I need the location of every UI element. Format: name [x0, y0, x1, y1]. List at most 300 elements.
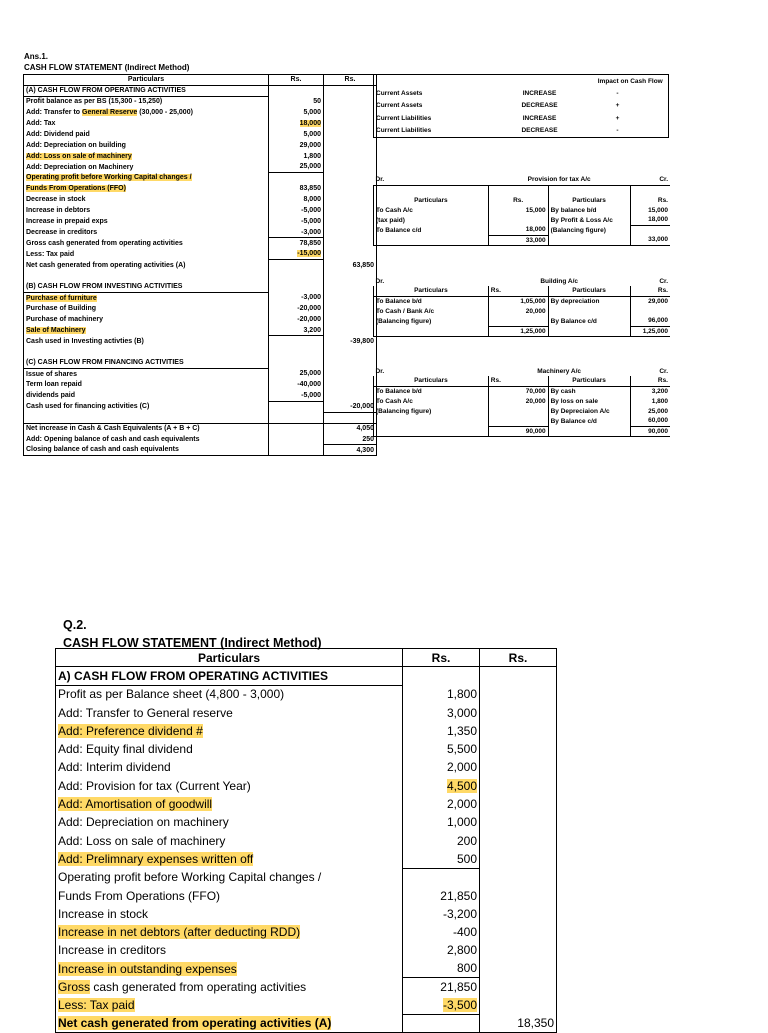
- highlighted-text: Add: Loss on sale of machinery: [26, 152, 132, 160]
- table-cell: -3,000: [269, 227, 324, 238]
- table-row: [24, 194, 377, 205]
- table-cell: Decrease in creditors: [26, 228, 98, 236]
- table-cell: [24, 271, 269, 282]
- table-cell: Particulars: [548, 376, 630, 386]
- table-cell: 1,25,000: [488, 326, 548, 336]
- table-cell: 3,200: [269, 325, 324, 336]
- q2-heading: [63, 616, 322, 652]
- table-cell: [374, 326, 489, 336]
- highlighted-text: Add: Preference dividend #: [58, 723, 203, 738]
- table-cell: [324, 358, 377, 369]
- ledger-total-row: [374, 426, 671, 436]
- table-row: [24, 96, 377, 107]
- table-cell: Purchase of Building: [26, 305, 97, 313]
- table-cell: [269, 260, 324, 271]
- table-cell: 15,000: [488, 205, 548, 215]
- highlighted-text: Increase in net debtors (after deducting RDD): [58, 925, 301, 940]
- table-row: [56, 868, 557, 886]
- table-cell: (Balancing figure): [374, 316, 489, 326]
- q1-heading: [24, 51, 189, 73]
- highlighted-text: Less: Tax paid: [58, 998, 135, 1013]
- table-row: [24, 118, 377, 129]
- table-cell: [324, 412, 377, 423]
- table-row: [24, 292, 377, 303]
- table-row: [24, 423, 377, 434]
- table-cell: (C) CASH FLOW FROM FINANCING ACTIVITIES: [24, 358, 269, 369]
- table-cell: [480, 685, 557, 703]
- ledger-total-row: [374, 326, 671, 336]
- table-cell: [56, 923, 403, 941]
- table-row: [24, 183, 377, 194]
- table-cell: [480, 777, 557, 795]
- table-cell: 1,25,000: [630, 326, 670, 336]
- table-cell: [480, 722, 557, 740]
- table-cell: 2,000: [403, 758, 480, 776]
- table-cell: 250: [324, 434, 377, 445]
- table-cell: 18,000: [630, 215, 670, 225]
- table-cell: 90,000: [630, 426, 670, 436]
- table-cell: (Balancing figure): [550, 226, 606, 234]
- table-row: [24, 107, 377, 118]
- table-cell: To Cash / Bank A/c: [374, 306, 489, 316]
- table-cell: -3,000: [269, 292, 324, 303]
- ledger-col-header: [374, 376, 671, 386]
- ledger-row: [374, 306, 671, 316]
- table-cell: [24, 183, 269, 194]
- table-cell: [324, 118, 377, 129]
- table-cell: [269, 434, 324, 445]
- machinery-ledger: [373, 366, 670, 437]
- table-row: [56, 996, 557, 1014]
- table-cell: [269, 85, 324, 96]
- table-cell: [548, 426, 630, 436]
- table-cell: [488, 185, 548, 195]
- header-rs-2: Rs.: [480, 649, 557, 667]
- highlighted-text: Gross: [58, 979, 91, 994]
- table-cell: Cr.: [659, 367, 668, 375]
- table-cell: -39,800: [324, 336, 377, 347]
- table-cell: [24, 325, 269, 336]
- table-row: [56, 703, 557, 721]
- table-row: [56, 960, 557, 978]
- table-cell: 20,000: [488, 306, 548, 316]
- table-cell: 25,000: [269, 162, 324, 173]
- header-rs-1: Rs.: [403, 649, 480, 667]
- ledger-row: [374, 406, 671, 416]
- table-cell: Add: Provision for tax (Current Year): [58, 778, 251, 793]
- table-cell: [643, 125, 669, 138]
- table-cell: -5,000: [269, 205, 324, 216]
- table-cell: 90,000: [488, 426, 548, 436]
- table-cell: [488, 316, 548, 326]
- highlighted-text: Sale of Machinery: [26, 326, 86, 334]
- table-cell: [480, 923, 557, 941]
- table-cell: 33,000: [488, 235, 548, 245]
- table-cell: [269, 336, 324, 347]
- q2-label: Q.2.: [63, 618, 87, 632]
- header-rs-1: Rs.: [269, 75, 324, 86]
- table-cell: [269, 249, 324, 260]
- table-cell: [630, 225, 670, 235]
- q1-cash-flow-table: [23, 74, 377, 456]
- table-row: [374, 100, 669, 113]
- table-cell: To Cash A/c: [374, 205, 489, 215]
- table-cell: Term loan repaid: [26, 381, 82, 389]
- table-row: [56, 905, 557, 923]
- table-cell: Gross cash generated from operating activities: [26, 239, 183, 247]
- table-cell: [24, 107, 269, 118]
- table-cell: [56, 722, 403, 740]
- table-row: [24, 151, 377, 162]
- table-header-row: [24, 75, 377, 86]
- table-cell: By Depreciaion A/c: [550, 407, 610, 415]
- table-cell: 18,350: [480, 1014, 557, 1032]
- table-cell: (A) CASH FLOW FROM OPERATING ACTIVITIES: [24, 85, 269, 96]
- ledger-row: [374, 416, 671, 426]
- table-cell: Dr.: [375, 277, 385, 285]
- table-cell: [269, 423, 324, 434]
- table-cell: [324, 238, 377, 249]
- table-cell: [24, 292, 269, 303]
- table-cell: [56, 996, 403, 1014]
- ledger-row: [374, 316, 671, 326]
- table-cell: Dr.: [374, 175, 489, 185]
- table-cell: [403, 868, 480, 886]
- table-cell: -5,000: [269, 216, 324, 227]
- table-row: [24, 281, 377, 292]
- table-header-row: [374, 75, 669, 88]
- table-cell: [24, 151, 269, 162]
- table-cell: [269, 281, 324, 292]
- highlighted-text: Net cash generated from operating activities (A): [58, 1016, 332, 1031]
- table-row: [56, 813, 557, 831]
- table-cell: 18,000: [488, 225, 548, 235]
- table-cell: Add: Depreciation on machinery: [58, 815, 229, 830]
- table-cell: [269, 412, 324, 423]
- table-row: [56, 923, 557, 941]
- highlighted-text: cash generated from operating activities: [90, 979, 307, 994]
- table-cell: -40,000: [269, 379, 324, 390]
- table-cell: To Balance c/d: [374, 225, 489, 235]
- highlighted-text: 18,000: [299, 120, 321, 127]
- highlighted-text: 4,500: [446, 778, 477, 793]
- table-cell: INCREASE: [522, 114, 557, 122]
- highlighted-text: General Reserve: [82, 109, 138, 117]
- table-cell: Cash used in Investing activties (B): [26, 337, 144, 345]
- table-row: [24, 129, 377, 140]
- table-cell: [480, 886, 557, 904]
- highlighted-text: Operating profit before Working Capital changes /: [26, 174, 192, 182]
- table-row: [56, 978, 557, 996]
- table-cell: Particulars: [572, 196, 606, 204]
- table-cell: [56, 960, 403, 978]
- table-cell: 25,000: [630, 406, 670, 416]
- table-row: [24, 249, 377, 260]
- table-cell: 15,000: [630, 205, 670, 215]
- highlighted-text: (30,000 - 25,000): [137, 109, 193, 117]
- table-cell: Add: Equity final dividend: [58, 742, 193, 757]
- table-cell: [480, 831, 557, 849]
- table-cell: 21,850: [403, 886, 480, 904]
- table-cell: [643, 100, 669, 113]
- highlighted-text: Purchase of furniture: [26, 294, 97, 302]
- highlighted-text: -15,000: [297, 250, 321, 258]
- table-row: [56, 941, 557, 959]
- table-row: [24, 271, 377, 282]
- table-cell: 25,000: [269, 369, 324, 380]
- table-cell: [324, 379, 377, 390]
- table-cell: [548, 306, 630, 316]
- ledger-title-row: [374, 366, 671, 376]
- table-cell: 50: [269, 96, 324, 107]
- table-cell: Current Assets: [376, 102, 423, 110]
- table-cell: -: [616, 127, 619, 134]
- table-row: [24, 162, 377, 173]
- highlighted-text: Add: Prelimnary expenses written off: [58, 851, 254, 866]
- table-row: [24, 347, 377, 358]
- table-cell: Machinery A/c: [537, 367, 582, 375]
- table-cell: DECREASE: [521, 102, 558, 110]
- table-cell: [480, 667, 557, 685]
- table-cell: [480, 905, 557, 923]
- table-cell: Rs.: [630, 286, 670, 296]
- table-cell: [56, 795, 403, 813]
- table-cell: 3,200: [630, 386, 670, 396]
- table-cell: [480, 941, 557, 959]
- table-cell: Current Liabilities: [376, 127, 432, 134]
- table-cell: Add: Tax: [26, 120, 56, 127]
- table-cell: Current Liabilities: [376, 114, 432, 122]
- table-row: [24, 260, 377, 271]
- table-cell: Rs.: [488, 195, 548, 205]
- table-cell: Rs.: [488, 286, 548, 296]
- table-cell: To Balance b/d: [374, 296, 489, 306]
- table-row: [56, 886, 557, 904]
- table-cell: Add: Depreciation on building: [26, 141, 126, 149]
- table-cell: [480, 850, 557, 868]
- table-cell: [56, 850, 403, 868]
- table-cell: 78,850: [269, 238, 324, 249]
- table-row: [24, 379, 377, 390]
- table-cell: [324, 281, 377, 292]
- q2-title: CASH FLOW STATEMENT (Indirect Method): [63, 636, 322, 650]
- table-cell: -: [616, 89, 619, 97]
- table-cell: [480, 740, 557, 758]
- table-cell: Increase in debtors: [26, 207, 91, 215]
- table-cell: [269, 445, 324, 456]
- table-cell: +: [615, 102, 620, 110]
- table-cell: [324, 151, 377, 162]
- table-row: [24, 85, 377, 96]
- ledger-title-row: [374, 276, 671, 286]
- table-cell: [548, 326, 630, 336]
- table-cell: [324, 227, 377, 238]
- table-cell: 60,000: [630, 416, 670, 426]
- table-cell: -20,000: [269, 314, 324, 325]
- ledger-row: [374, 386, 671, 396]
- table-cell: By balance b/d: [550, 206, 597, 214]
- table-cell: Particulars: [548, 286, 630, 296]
- table-cell: Rs.: [630, 195, 670, 205]
- table-cell: A) CASH FLOW FROM OPERATING ACTIVITIES: [56, 667, 403, 685]
- table-cell: [324, 85, 377, 96]
- table-cell: Rs.: [630, 376, 670, 386]
- table-row: [24, 390, 377, 401]
- table-cell: -20,000: [324, 401, 377, 412]
- table-cell: Building A/c: [540, 277, 578, 285]
- table-cell: 96,000: [630, 316, 670, 326]
- table-cell: [324, 162, 377, 173]
- table-cell: 4,300: [324, 445, 377, 456]
- table-cell: 20,000: [488, 396, 548, 406]
- table-cell: 1,05,000: [488, 296, 548, 306]
- table-cell: [269, 173, 324, 184]
- table-cell: [24, 347, 269, 358]
- table-cell: Cr.: [630, 175, 670, 185]
- table-cell: To Cash A/c: [374, 396, 489, 406]
- table-cell: [548, 185, 630, 195]
- table-cell: [324, 194, 377, 205]
- header-particulars: Particulars: [24, 75, 269, 86]
- table-cell: 83,850: [269, 183, 324, 194]
- table-cell: 500: [403, 850, 480, 868]
- table-cell: By Balance c/d: [550, 417, 597, 425]
- table-cell: [480, 795, 557, 813]
- table-cell: 5,000: [269, 107, 324, 118]
- header-particulars: Particulars: [56, 649, 403, 667]
- table-cell: [643, 87, 669, 100]
- table-row: [374, 112, 669, 125]
- table-cell: [480, 703, 557, 721]
- ledger-col-header: [374, 195, 671, 205]
- table-cell: [643, 112, 669, 125]
- ledger-total-row: [374, 235, 671, 245]
- table-cell: Dr.: [375, 367, 385, 375]
- header-rs-2: Rs.: [324, 75, 377, 86]
- table-row: [56, 850, 557, 868]
- table-cell: INCREASE: [522, 89, 557, 97]
- table-cell: By Profit & Loss A/c: [550, 216, 613, 224]
- table-cell: [403, 996, 480, 1014]
- table-cell: 29,000: [630, 296, 670, 306]
- table-cell: [269, 347, 324, 358]
- table-cell: Profit balance as per BS (15,300 - 15,250): [26, 98, 163, 106]
- table-cell: Add: Dividend paid: [26, 130, 90, 138]
- table-cell: DECREASE: [521, 127, 558, 134]
- table-cell: [403, 777, 480, 795]
- table-cell: Net cash generated from operating activities (A): [26, 261, 186, 269]
- table-cell: [374, 416, 489, 426]
- table-row: [24, 216, 377, 227]
- table-cell: Provision for tax A/c: [488, 175, 630, 185]
- table-cell: [487, 75, 593, 88]
- table-cell: [269, 118, 324, 129]
- table-row: [56, 667, 557, 685]
- table-row: [56, 722, 557, 740]
- table-cell: 4,050: [324, 423, 377, 434]
- table-row: [24, 412, 377, 423]
- table-cell: 70,000: [488, 386, 548, 396]
- table-cell: Less: Tax paid: [26, 250, 75, 258]
- table-cell: 1,800: [403, 685, 480, 703]
- table-row: [56, 795, 557, 813]
- ledger-col-header: [374, 286, 671, 296]
- table-cell: 21,850: [403, 978, 480, 996]
- table-cell: Add: Interim dividend: [58, 760, 171, 775]
- ledger-row: [374, 205, 671, 215]
- building-ledger: [373, 276, 670, 337]
- table-cell: [324, 325, 377, 336]
- table-cell: [324, 369, 377, 380]
- table-cell: [269, 401, 324, 412]
- highlighted-text: Add: Transfer to: [26, 109, 83, 117]
- table-cell: By cash: [550, 387, 576, 395]
- table-cell: Increase in creditors: [58, 943, 167, 958]
- table-cell: [324, 390, 377, 401]
- table-cell: [630, 185, 670, 195]
- table-cell: Add: Opening balance of cash and cash equivalents: [26, 435, 200, 443]
- table-cell: Particulars: [374, 376, 489, 386]
- table-cell: Current Assets: [376, 89, 423, 97]
- table-cell: [324, 249, 377, 260]
- table-cell: [324, 96, 377, 107]
- table-row: [374, 125, 669, 138]
- table-cell: Increase in prepaid exps: [26, 218, 108, 226]
- impact-on-cash-flow-table: [373, 74, 669, 138]
- table-cell: [24, 412, 269, 423]
- table-cell: [324, 183, 377, 194]
- table-cell: [548, 235, 630, 245]
- table-cell: 1,800: [630, 396, 670, 406]
- table-cell: dividends paid: [26, 392, 76, 400]
- table-cell: [324, 173, 377, 184]
- table-cell: 3,000: [403, 703, 480, 721]
- table-cell: 1,800: [269, 151, 324, 162]
- table-cell: [324, 140, 377, 151]
- table-cell: -5,000: [269, 390, 324, 401]
- table-cell: 29,000: [269, 140, 324, 151]
- table-cell: Cr.: [659, 277, 668, 285]
- table-cell: 5,000: [269, 129, 324, 140]
- ledger-row: [374, 225, 671, 235]
- table-cell: [374, 75, 487, 88]
- table-cell: [374, 235, 489, 245]
- table-cell: [480, 813, 557, 831]
- table-cell: Particulars: [374, 195, 489, 205]
- ledger-row: [374, 296, 671, 306]
- table-row: [56, 831, 557, 849]
- table-row: [24, 227, 377, 238]
- table-row: [24, 336, 377, 347]
- table-cell: Funds From Operations (FFO): [58, 888, 221, 903]
- table-cell: 2,000: [403, 795, 480, 813]
- highlighted-text: Add: Amortisation of goodwill: [58, 797, 213, 812]
- table-cell: [24, 173, 269, 184]
- table-cell: 800: [403, 960, 480, 978]
- table-row: [24, 303, 377, 314]
- table-cell: Rs.: [488, 376, 548, 386]
- q1-answer-label: Ans.1.: [24, 52, 49, 61]
- highlighted-text: -3,500: [442, 998, 477, 1013]
- table-cell: Add: Loss on sale of machinery: [58, 833, 226, 848]
- table-row: [24, 358, 377, 369]
- table-row: [24, 238, 377, 249]
- ledger-title-row: [374, 175, 671, 185]
- table-cell: [488, 406, 548, 416]
- highlighted-text: Increase in outstanding expenses: [58, 961, 237, 976]
- table-cell: [324, 271, 377, 282]
- table-cell: [56, 978, 403, 996]
